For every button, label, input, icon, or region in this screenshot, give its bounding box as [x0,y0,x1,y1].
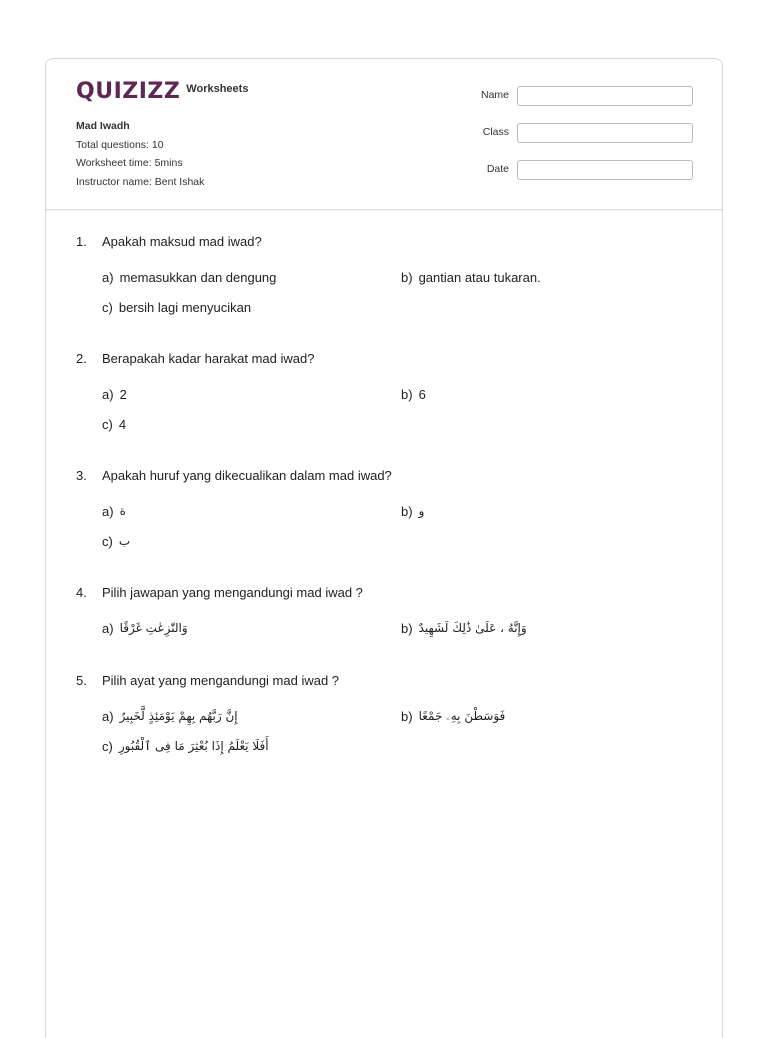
option-c[interactable] [102,736,401,756]
option-text: ب [118,534,131,548]
option-a[interactable] [102,384,401,404]
option-letter: c) [102,299,113,315]
option-a[interactable] [102,618,401,638]
brand-subtitle: Worksheets [186,82,249,95]
option-letter: c) [102,533,113,549]
class-label: Class [482,126,509,138]
option-a[interactable] [102,267,401,287]
question-text: Apakah maksud mad iwad? [102,233,262,249]
instructor-name: Instructor name: Bent Ishak [76,175,205,188]
option-letter: b) [401,269,413,285]
option-letter: b) [401,708,413,724]
option-letter: b) [401,620,413,636]
option-text: وَإِنَّهُ ، عَلَىٰ ذَٰلِكَ لَشَهِيدٌ [418,621,527,635]
question-text: Pilih jawapan yang mengandungi mad iwad ? [102,584,363,600]
option-text: و [418,504,425,518]
date-label: Date [486,163,509,175]
option-a[interactable] [102,706,401,726]
option-letter: c) [102,416,113,432]
question-number: 1. [76,233,87,249]
option-text: memasukkan dan dengung [119,269,277,285]
option-text: gantian atau tukaran. [418,269,541,285]
worksheet-header [46,59,722,210]
question-number: 2. [76,350,87,366]
question-5 [76,670,706,787]
option-text: إِنَّ رَبَّهُم بِهِمْ يَوْمَئِذٍ لَّخَبِيرٌ [119,709,238,723]
total-questions: Total questions: 10 [76,138,164,151]
option-a[interactable] [102,501,401,521]
option-letter: b) [401,386,413,402]
class-field[interactable] [517,123,693,143]
option-letter: a) [102,503,114,519]
question-number: 5. [76,672,87,688]
option-text: فَوَسَطْنَ بِهِۦ جَمْعًا [418,708,506,723]
option-b[interactable] [401,618,700,638]
option-letter: a) [102,269,114,285]
worksheet-page [45,58,723,1038]
question-text: Pilih ayat yang mengandungi mad iwad ? [102,672,340,688]
name-field[interactable] [517,86,693,106]
option-letter: a) [102,708,114,724]
question-number: 3. [76,467,87,483]
date-field[interactable] [517,160,693,180]
option-text: وَالنّٰزِعٰتِ غَرْقًا [119,621,188,635]
question-text: Berapakah kadar harakat mad iwad? [102,350,315,366]
option-letter: a) [102,620,114,636]
question-2 [76,348,706,465]
question-3 [76,465,706,582]
option-c[interactable] [102,414,401,434]
option-letter: b) [401,503,413,519]
option-text: أَفَلَا يَعْلَمُ إِذَا بُعْثِرَ مَا فِى ٱلْقُبُورِ [118,739,269,753]
option-text: ة [119,504,126,518]
option-text: 4 [118,416,127,432]
worksheet-time: Worksheet time: 5mins [76,157,183,169]
option-text: bersih lagi menyucikan [118,299,252,315]
question-1 [76,231,706,348]
quizizz-logo: QUIZIZZ [76,79,181,104]
option-letter: a) [102,386,114,402]
option-b[interactable] [401,384,700,404]
name-label: Name [480,89,509,101]
option-b[interactable] [401,706,700,726]
question-list [76,231,706,787]
question-text: Apakah huruf yang dikecualikan dalam mad iwad? [102,467,392,483]
question-number: 4. [76,584,87,600]
worksheet-meta [76,117,204,191]
option-text: 2 [119,386,127,402]
option-c[interactable] [102,531,401,551]
option-b[interactable] [401,267,700,287]
option-letter: c) [102,738,113,754]
worksheet-title: Mad Iwadh [76,120,130,132]
option-text: 6 [418,386,426,402]
option-b[interactable] [401,501,700,521]
brand [76,79,248,104]
option-c[interactable] [102,297,401,317]
question-4 [76,582,706,670]
